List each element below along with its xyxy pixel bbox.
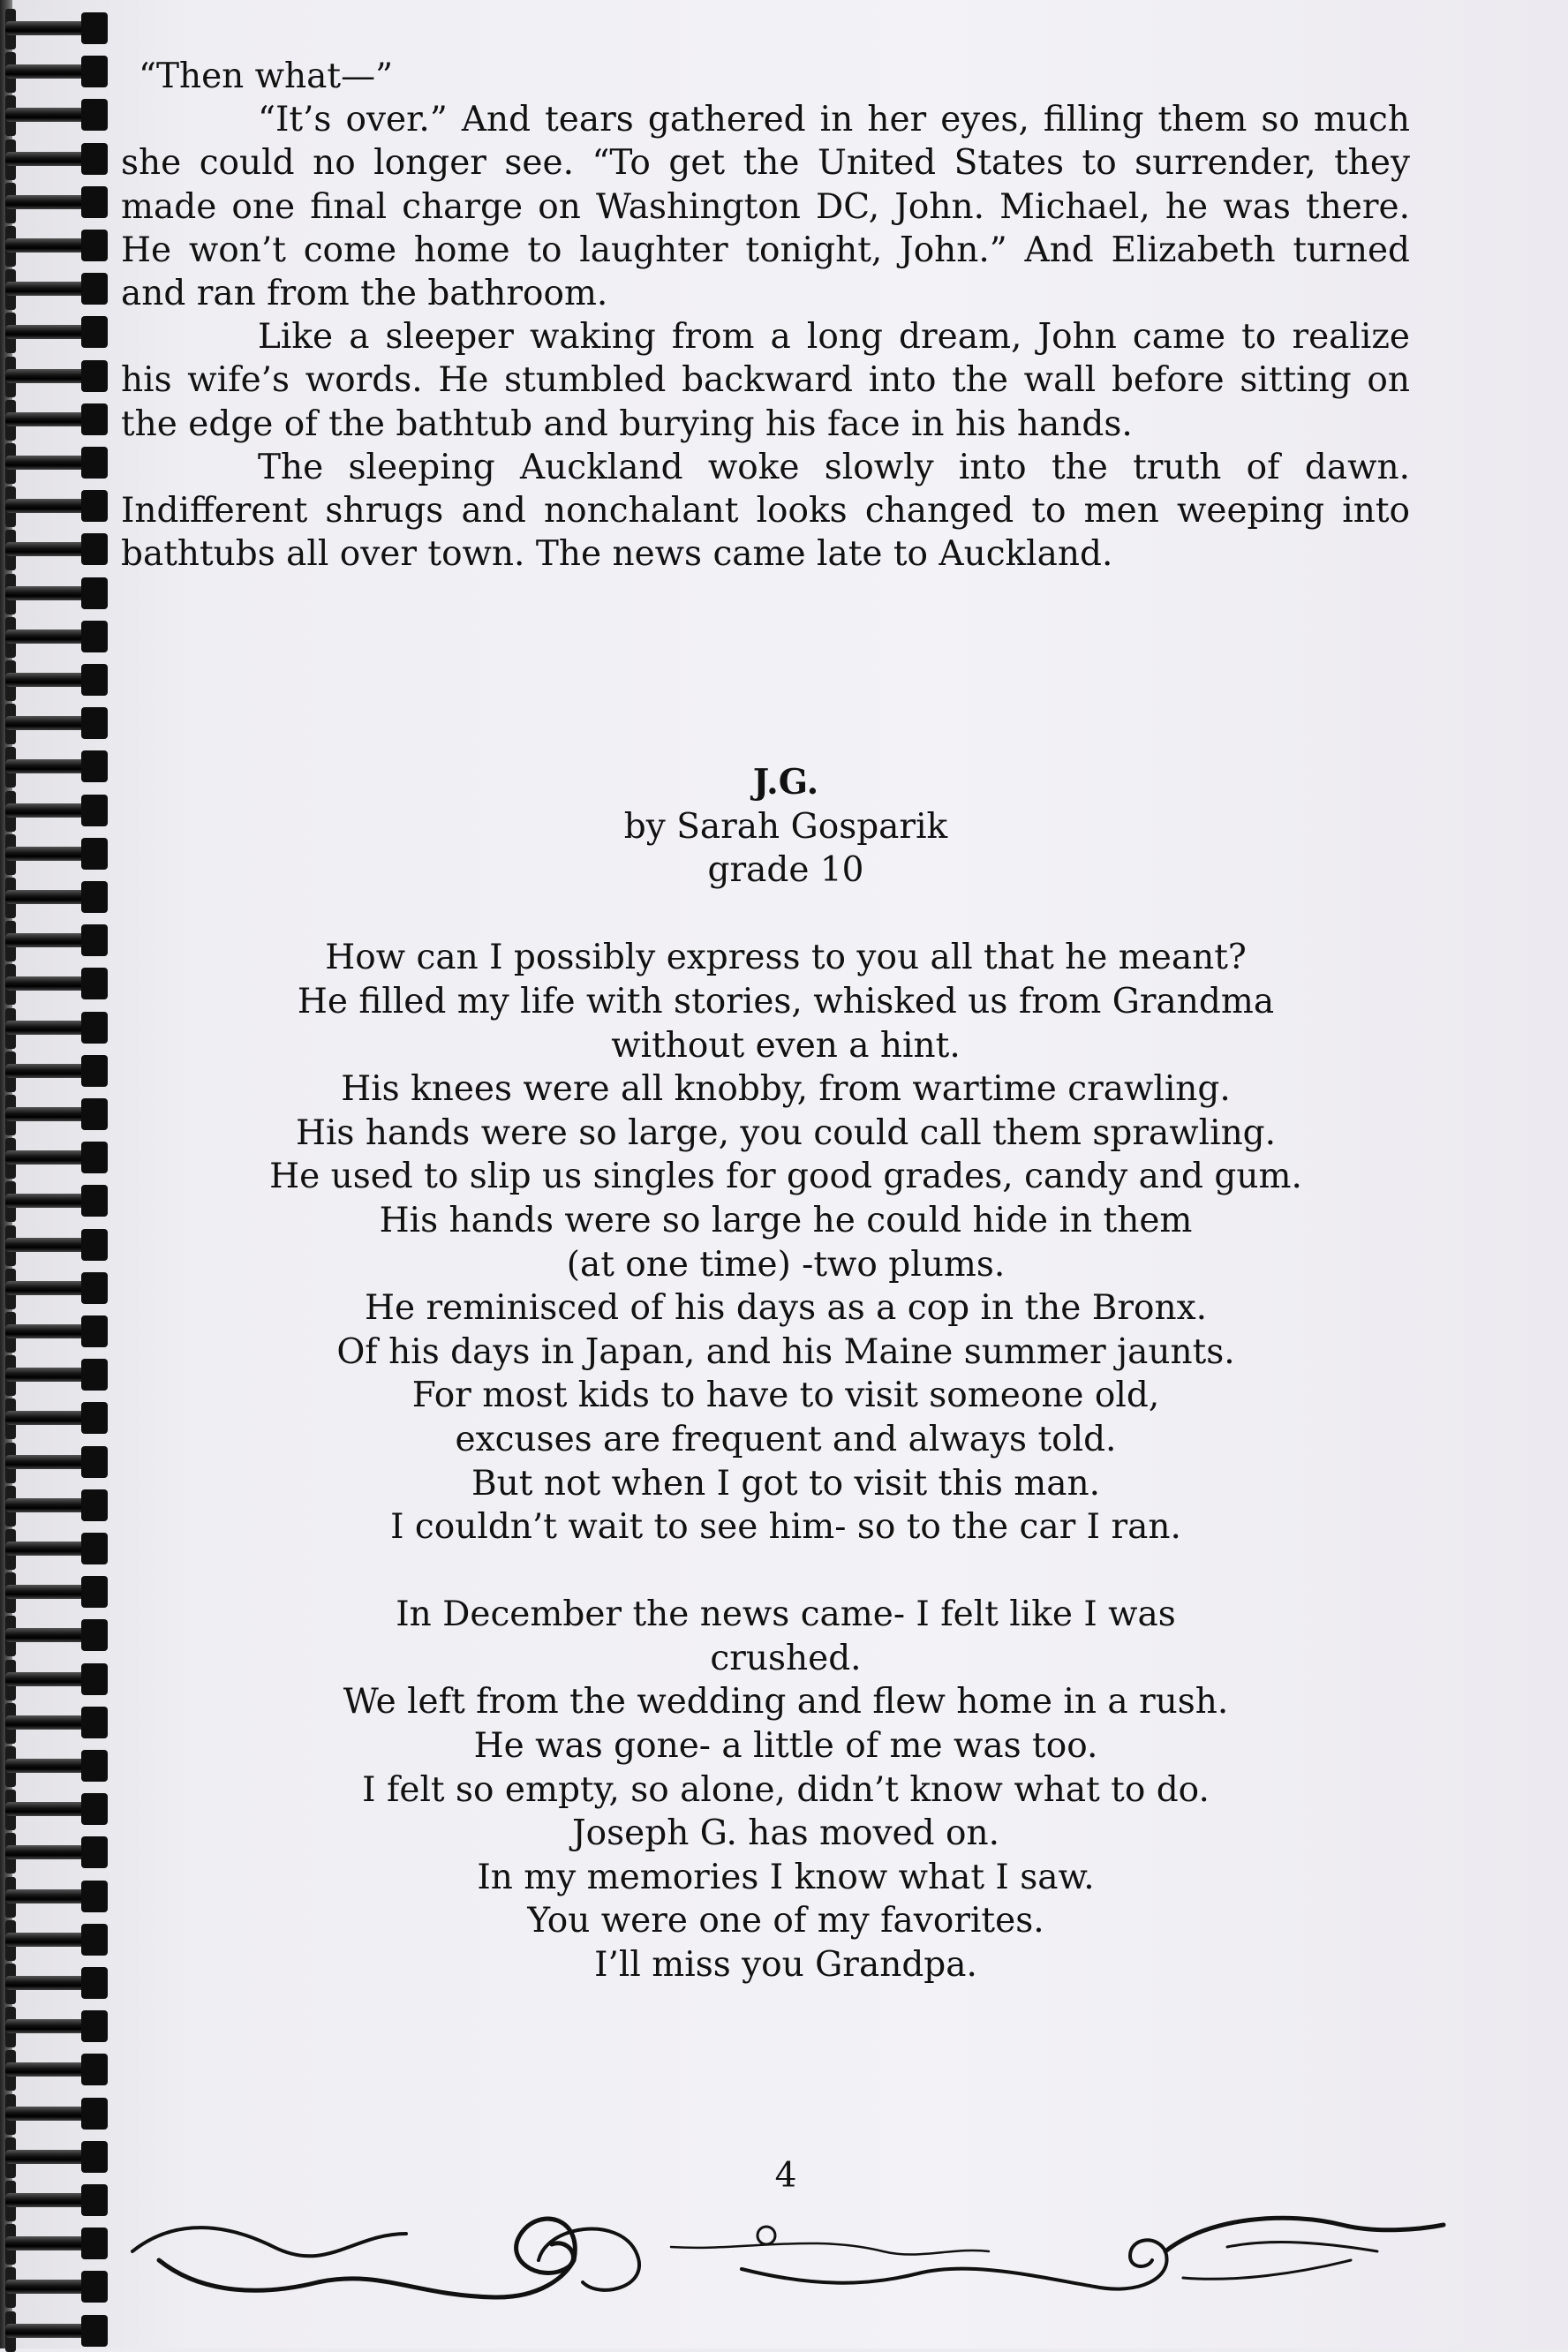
binding-coil bbox=[5, 2137, 109, 2178]
binding-coil bbox=[5, 1355, 109, 1396]
binding-coil bbox=[5, 2094, 109, 2135]
binding-coil bbox=[5, 2311, 109, 2352]
poem-title: J.G. bbox=[752, 762, 819, 803]
prose-paragraph: “Then what—” bbox=[139, 57, 394, 96]
binding-coil bbox=[5, 1964, 109, 2004]
poem-byline: by Sarah Gosparik bbox=[623, 806, 948, 847]
poem-line: His hands were so large, you could call them sprawling. bbox=[295, 1112, 1277, 1153]
poem-line: His knees were all knobby, from wartime crawling. bbox=[341, 1069, 1231, 1110]
binding-coil bbox=[5, 1833, 109, 1873]
binding-coil bbox=[5, 1138, 109, 1179]
prose-paragraph: “It’s over.” And tears gathered in her eyes, filling them so much she could no longer see. “To get the United States to surrender, they made one final charge on Washington DC, John. Michael, he was there. He won’t come home to laughter tonight, John.” And Elizabeth turned and ran from the bathroom. bbox=[121, 100, 1410, 314]
binding-coil bbox=[5, 486, 109, 527]
binding-coil bbox=[5, 226, 109, 267]
spiral-binding bbox=[0, 0, 124, 2348]
poem-line: Joseph G. has moved on. bbox=[572, 1813, 999, 1854]
binding-coil bbox=[5, 660, 109, 701]
binding-coil bbox=[5, 530, 109, 570]
prose-paragraph: Like a sleeper waking from a long dream, John came to realize his wife’s words. He stumbled backward into the wall before sitting on the edge of the bathtub and burying his face in his hands. bbox=[121, 317, 1410, 444]
binding-coil bbox=[5, 1660, 109, 1700]
binding-coil bbox=[5, 1877, 109, 1918]
story-excerpt bbox=[121, 55, 1410, 576]
binding-coil bbox=[5, 1572, 109, 1613]
binding-coil bbox=[5, 834, 109, 875]
poem-line: For most kids to have to visit someone old, bbox=[411, 1376, 1160, 1416]
prose-paragraph: The sleeping Auckland woke slowly into the truth of dawn. Indifferent shrugs and nonchalant looks changed to men weeping into bathtubs all over town. The news came late to Auckland. bbox=[121, 447, 1410, 575]
binding-coil bbox=[5, 1398, 109, 1439]
binding-coil bbox=[5, 1181, 109, 1222]
binding-coil bbox=[5, 921, 109, 961]
binding-coil bbox=[5, 2050, 109, 2091]
binding-coil bbox=[5, 1790, 109, 1830]
binding-coil bbox=[5, 52, 109, 93]
binding-coil bbox=[5, 2267, 109, 2308]
binding-coil bbox=[5, 1095, 109, 1135]
binding-coil bbox=[5, 357, 109, 397]
binding-coil bbox=[5, 617, 109, 658]
poem-line: I felt so empty, so alone, didn’t know what to do. bbox=[362, 1769, 1210, 1810]
poem-line: crushed. bbox=[710, 1638, 862, 1678]
binding-coil bbox=[5, 313, 109, 353]
binding-coil bbox=[5, 139, 109, 180]
binding-coil bbox=[5, 1703, 109, 1744]
binding-coil bbox=[5, 878, 109, 918]
binding-coil bbox=[5, 574, 109, 614]
poem-line: without even a hint. bbox=[611, 1025, 961, 1066]
binding-coil bbox=[5, 443, 109, 484]
binding-coil bbox=[5, 1269, 109, 1309]
binding-coil bbox=[5, 2007, 109, 2047]
binding-coil bbox=[5, 791, 109, 832]
binding-coil bbox=[5, 269, 109, 310]
poem-grade: grade 10 bbox=[707, 850, 864, 891]
poem-line: Of his days in Japan, and his Maine summer jaunts. bbox=[336, 1331, 1235, 1372]
poem-line: He used to slip us singles for good grades, candy and gum. bbox=[269, 1157, 1302, 1197]
poem-line: His hands were so large he could hide in them bbox=[379, 1200, 1193, 1240]
page-number: 4 bbox=[774, 2156, 797, 2196]
poem-line: In my memories I know what I saw. bbox=[477, 1857, 1095, 1897]
poem-line: excuses are frequent and always told. bbox=[455, 1419, 1117, 1459]
binding-coil bbox=[5, 704, 109, 744]
poem-line: He was gone- a little of me was too. bbox=[473, 1726, 1098, 1767]
binding-coil bbox=[5, 2224, 109, 2265]
binding-coil bbox=[5, 1529, 109, 1570]
binding-coil bbox=[5, 1225, 109, 1266]
poem bbox=[212, 761, 1360, 1987]
binding-coil bbox=[5, 95, 109, 136]
binding-coil bbox=[5, 183, 109, 223]
poem-line: You were one of my favorites. bbox=[527, 1901, 1044, 1941]
binding-coil bbox=[5, 1486, 109, 1527]
binding-coil bbox=[5, 747, 109, 788]
binding-coil bbox=[5, 400, 109, 441]
poem-line: In December the news came- I felt like I was bbox=[396, 1594, 1176, 1635]
binding-coil bbox=[5, 1052, 109, 1092]
poem-line: But not when I got to visit this man. bbox=[471, 1463, 1100, 1504]
binding-coil bbox=[5, 1616, 109, 1656]
binding-coil bbox=[5, 1920, 109, 1961]
decorative-flourish bbox=[124, 2198, 1448, 2313]
poem-line: We left from the wedding and flew home in a rush. bbox=[343, 1682, 1229, 1723]
poem-line: How can I possibly express to you all that he meant? bbox=[325, 938, 1247, 978]
binding-coil bbox=[5, 1443, 109, 1483]
binding-coil bbox=[5, 964, 109, 1005]
binding-coil bbox=[5, 1008, 109, 1049]
binding-coil bbox=[5, 2181, 109, 2221]
poem-stanza-2 bbox=[212, 1593, 1360, 1986]
poem-line: (at one time) -two plums. bbox=[566, 1244, 1006, 1285]
binding-coil bbox=[5, 1746, 109, 1787]
poem-line: He reminisced of his days as a cop in the Bronx. bbox=[364, 1288, 1208, 1329]
poem-line: I’ll miss you Grandpa. bbox=[594, 1945, 977, 1986]
poem-stanza-1 bbox=[212, 936, 1360, 1549]
binding-coil bbox=[5, 9, 109, 49]
binding-coil bbox=[5, 1312, 109, 1353]
poem-line: He filled my life with stories, whisked us from Grandma bbox=[297, 981, 1275, 1021]
poem-line: I couldn’t wait to see him- so to the car I ran. bbox=[390, 1507, 1181, 1548]
